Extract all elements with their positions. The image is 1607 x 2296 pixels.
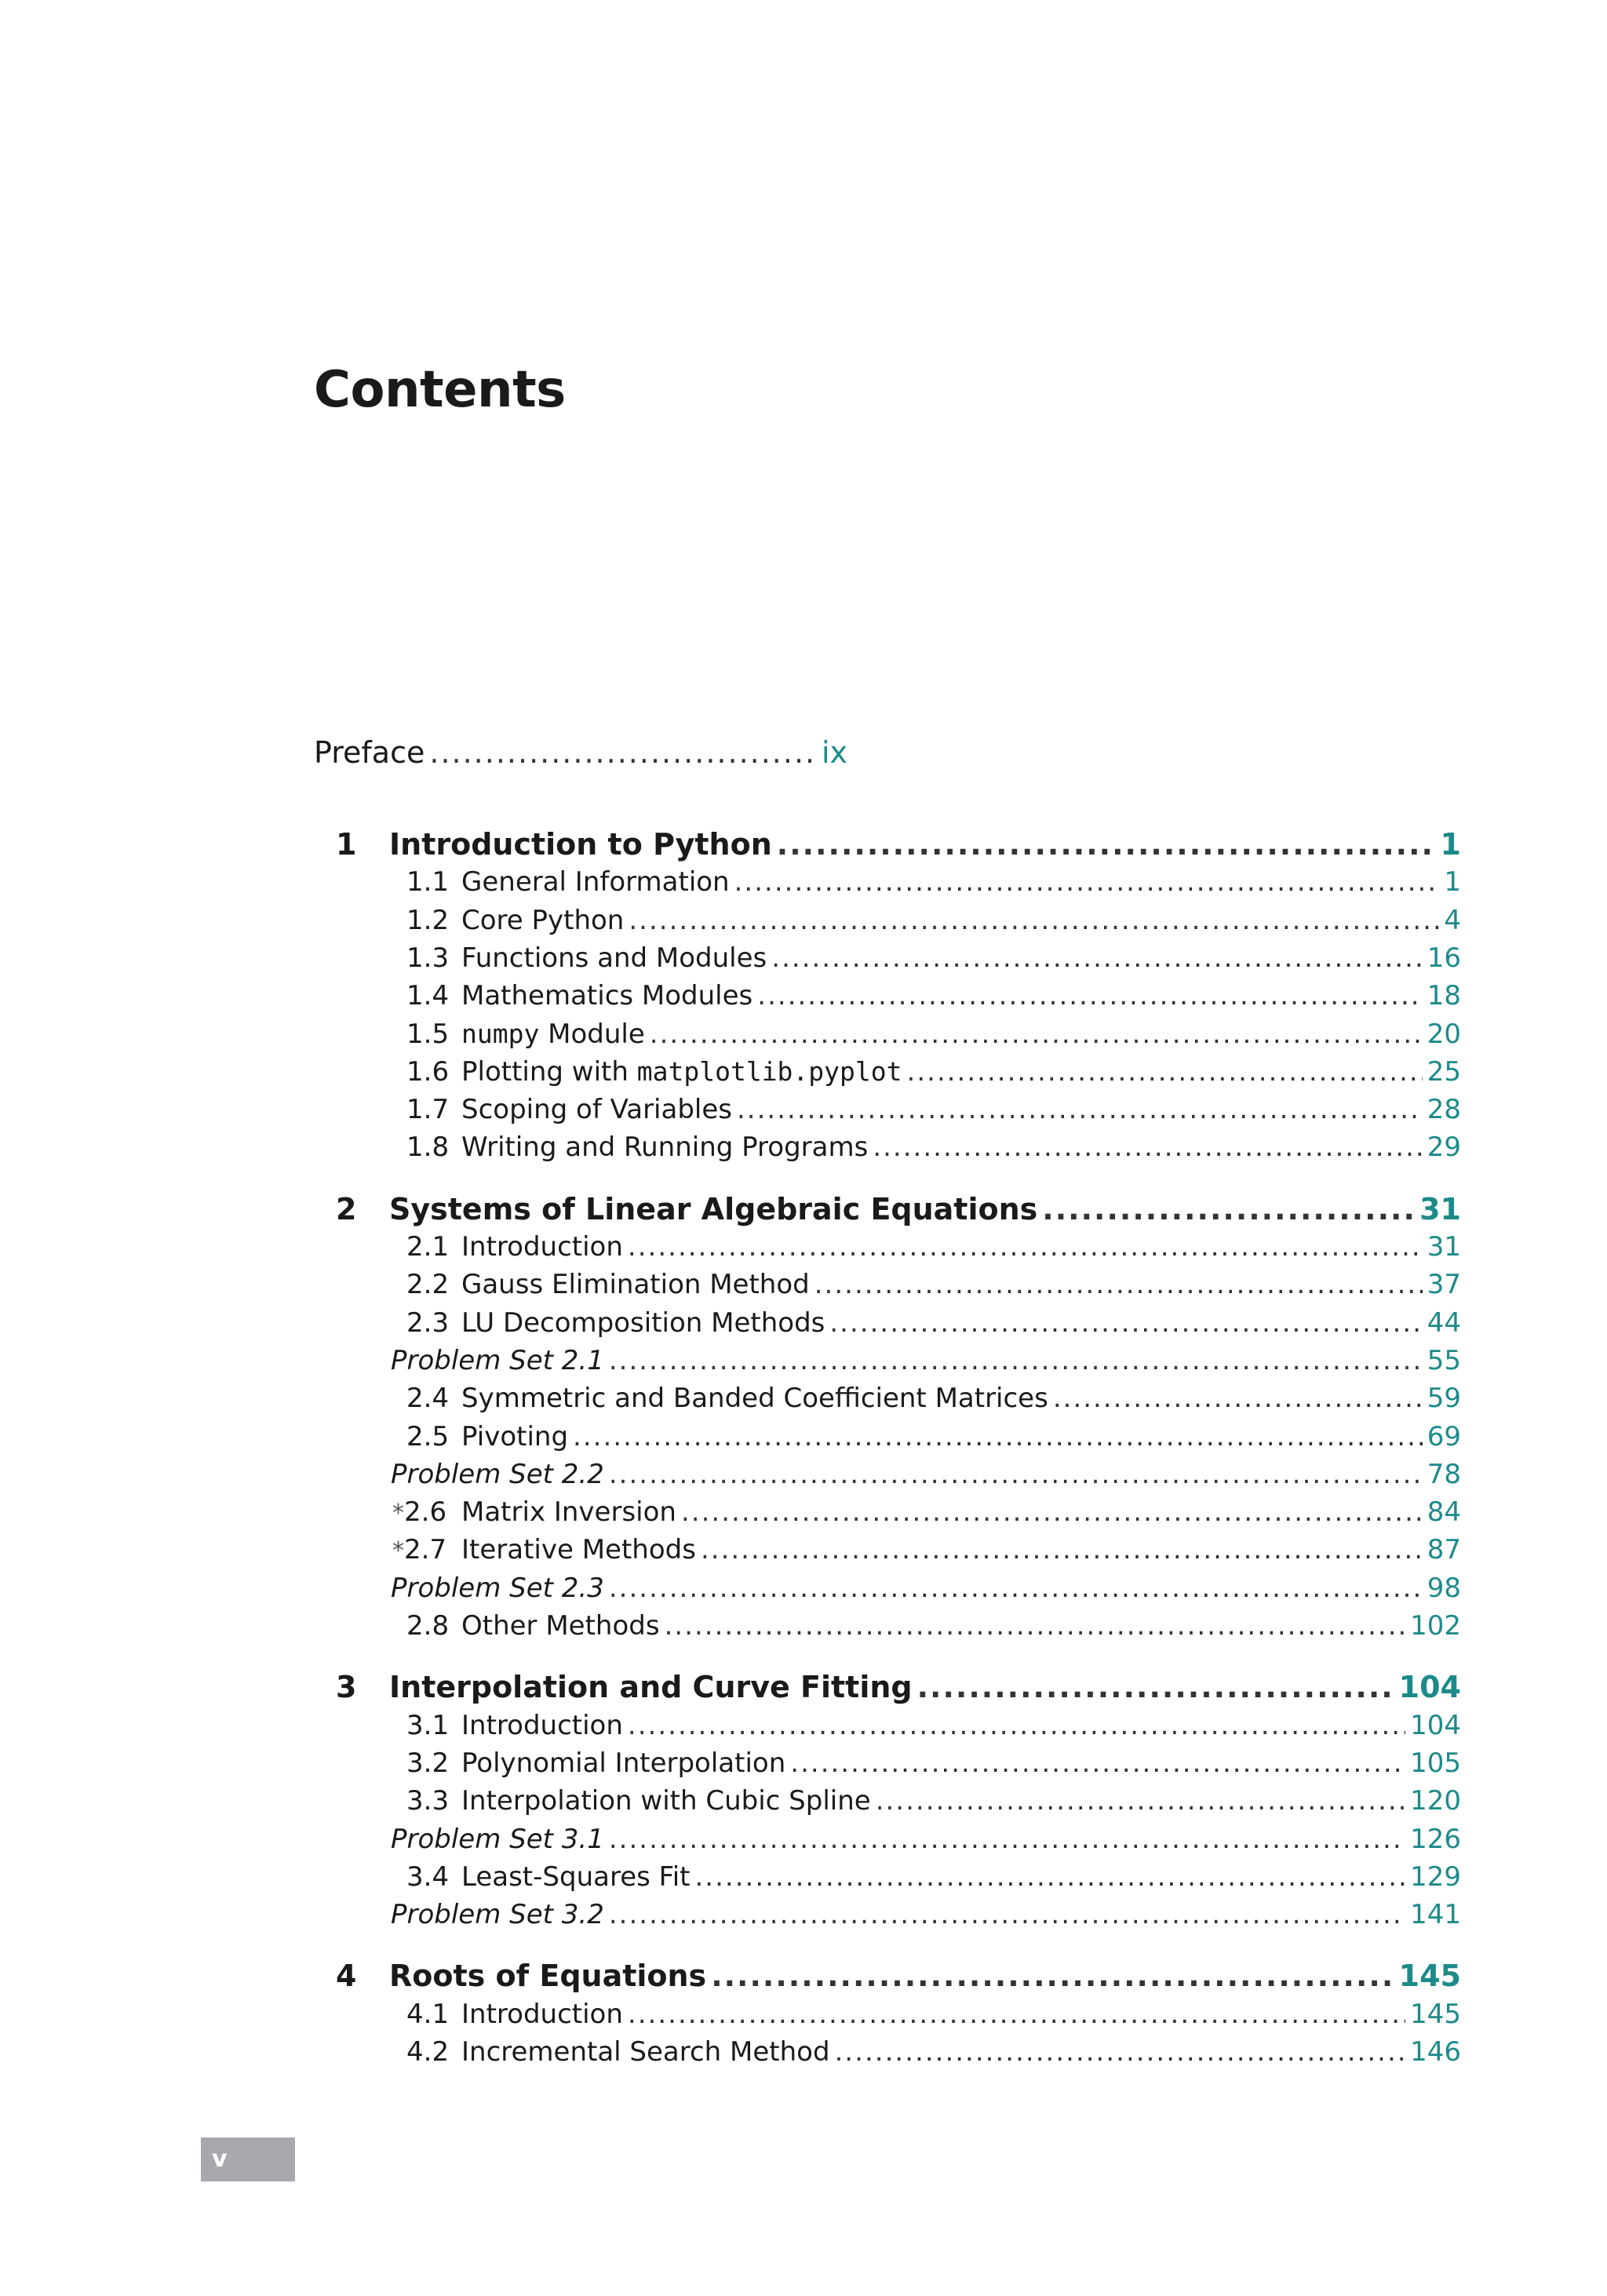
section-number: 4.1	[406, 1998, 450, 2030]
problem-set-title: Problem Set 2.3	[391, 1572, 604, 1604]
section-title	[461, 1379, 1048, 1417]
toc-problem-set[interactable]	[391, 1896, 1461, 1933]
page-ref[interactable]: 31	[1427, 1231, 1461, 1263]
section-title	[461, 1995, 623, 2033]
toc-chapter[interactable]	[336, 1668, 1461, 1706]
section-title-text: Functions and Modules	[461, 942, 767, 974]
section-title	[461, 1858, 691, 1896]
dot-leader	[771, 939, 1422, 977]
section-number-wrap	[406, 1858, 461, 1896]
dot-leader	[917, 1668, 1394, 1706]
section-title-text: Pivoting	[461, 1420, 569, 1452]
section-number-wrap	[406, 977, 461, 1015]
page-ref[interactable]: 129	[1410, 1860, 1461, 1893]
dot-leader	[609, 1896, 1405, 1933]
page-title: Contents	[314, 361, 566, 419]
chapter-title: Roots of Equations	[389, 1959, 707, 1994]
section-number-wrap	[406, 1053, 461, 1091]
toc-section[interactable]	[406, 1304, 1461, 1342]
section-title	[461, 1418, 568, 1456]
section-number-wrap	[392, 1493, 461, 1532]
section-title-text: Mathematics Modules	[461, 980, 753, 1012]
toc-section[interactable]	[406, 1418, 1461, 1456]
toc-section[interactable]	[406, 1379, 1461, 1417]
section-number-wrap	[406, 939, 461, 977]
section-title	[461, 977, 752, 1015]
dot-leader	[790, 1744, 1405, 1782]
section-number-wrap	[406, 902, 461, 939]
dot-leader	[609, 1820, 1405, 1858]
section-title	[461, 939, 767, 977]
dot-leader	[835, 2033, 1406, 2071]
toc-problem-set[interactable]	[391, 1569, 1461, 1607]
toc-section[interactable]	[406, 1744, 1461, 1782]
page-ref[interactable]: 78	[1427, 1458, 1461, 1490]
section-title-text: Gauss Elimination Method	[461, 1269, 810, 1301]
section-title-text: Plotting with	[461, 1055, 637, 1088]
section-number-wrap	[392, 1531, 461, 1570]
page-ref[interactable]: 29	[1427, 1132, 1461, 1164]
toc-section[interactable]	[406, 1858, 1461, 1896]
chapter-title: Introduction to Python	[389, 827, 772, 862]
section-title-text: Introduction	[461, 1231, 623, 1263]
dot-leader	[814, 1266, 1423, 1303]
section-title	[461, 863, 730, 901]
chapter-title: Systems of Linear Algebraic Equations	[389, 1191, 1038, 1226]
section-number: 1.6	[406, 1055, 450, 1088]
section-title-text: Symmetric and Banded Coefficient Matrices	[461, 1383, 1048, 1415]
page-ref[interactable]: 28	[1427, 1094, 1461, 1126]
section-title-text: Matrix Inversion	[461, 1496, 676, 1529]
section-title-text: Incremental Search Method	[461, 2036, 830, 2068]
toc-section[interactable]	[406, 1707, 1461, 1744]
dot-leader	[737, 1091, 1423, 1128]
section-title-text: Introduction	[461, 1998, 623, 2030]
section-number-wrap	[406, 2033, 461, 2071]
section-title-code: matplotlib.pyplot	[636, 1055, 902, 1087]
dot-leader	[609, 1456, 1423, 1493]
section-number: 2.4	[406, 1383, 450, 1415]
section-number-wrap	[406, 1266, 461, 1303]
page-ref[interactable]: 102	[1410, 1610, 1461, 1642]
section-number: 3.2	[406, 1747, 450, 1779]
page-ref[interactable]: 146	[1410, 2036, 1461, 2068]
section-number-wrap	[406, 1304, 461, 1342]
section-number-wrap	[406, 1782, 461, 1820]
page-ref[interactable]: 104	[1398, 1670, 1461, 1705]
page-ref[interactable]: 20	[1427, 1018, 1461, 1050]
section-number: 2.1	[406, 1231, 450, 1263]
page-ref[interactable]: 4	[1444, 904, 1461, 936]
section-number: 4.2	[406, 2036, 450, 2068]
page-ref[interactable]: 31	[1419, 1191, 1461, 1226]
section-title	[461, 1266, 810, 1303]
toc-section[interactable]	[406, 902, 1461, 939]
section-title	[461, 1493, 676, 1531]
page-ref[interactable]: 59	[1427, 1383, 1461, 1415]
toc-problem-set[interactable]	[391, 1456, 1461, 1493]
toc-section[interactable]	[406, 1266, 1461, 1303]
page-ref[interactable]: ix	[821, 735, 847, 770]
page-ref[interactable]: 1	[1444, 866, 1461, 898]
section-number: 2.5	[406, 1420, 450, 1452]
toc-section[interactable]	[406, 939, 1461, 977]
section-title	[461, 1607, 660, 1645]
problem-set-title: Problem Set 2.1	[391, 1344, 604, 1376]
section-number-wrap	[406, 863, 461, 901]
section-title-code: numpy	[461, 1018, 540, 1049]
toc-section[interactable]	[406, 1053, 1461, 1091]
toc-preface[interactable]	[314, 734, 847, 771]
section-number: 3.1	[406, 1709, 450, 1741]
chapter-number: 3	[336, 1670, 357, 1705]
page-ref[interactable]: 87	[1427, 1534, 1461, 1566]
toc-section[interactable]	[406, 1091, 1461, 1128]
section-number: 2.7	[404, 1534, 447, 1566]
dot-leader	[629, 902, 1439, 939]
dot-leader	[628, 1228, 1423, 1266]
dot-leader	[873, 1128, 1422, 1166]
page-ref[interactable]: 104	[1410, 1709, 1461, 1741]
page-ref[interactable]: 44	[1427, 1307, 1461, 1339]
page-ref[interactable]: 120	[1410, 1785, 1461, 1817]
section-title	[461, 1304, 825, 1342]
page-ref[interactable]: 141	[1410, 1899, 1461, 1931]
page-number-badge: v	[201, 2137, 295, 2181]
page-ref[interactable]: 69	[1427, 1420, 1461, 1452]
section-title-text: General Information	[461, 866, 730, 898]
toc-chapter[interactable]	[336, 1957, 1461, 1995]
chapter-number: 2	[336, 1191, 357, 1226]
section-number-wrap	[406, 1607, 461, 1645]
page-ref[interactable]: 1	[1440, 827, 1461, 862]
section-number-wrap	[406, 1228, 461, 1266]
toc-section[interactable]	[406, 1015, 1461, 1053]
toc-section[interactable]	[406, 863, 1461, 901]
section-title-text: Least-Squares Fit	[461, 1860, 691, 1893]
dot-leader	[573, 1418, 1423, 1456]
optional-marker: *	[392, 1537, 404, 1565]
toc-chapter[interactable]	[336, 1190, 1461, 1228]
page-ref[interactable]: 18	[1427, 980, 1461, 1012]
toc-section[interactable]	[406, 1782, 1461, 1820]
toc-section[interactable]	[406, 1995, 1461, 2033]
section-number: 1.8	[406, 1132, 450, 1164]
dot-leader	[777, 825, 1436, 863]
section-number: 3.4	[406, 1860, 450, 1893]
section-number-wrap	[406, 1995, 461, 2033]
section-title	[461, 2033, 830, 2071]
section-title	[461, 1707, 623, 1744]
toc-section[interactable]	[406, 1128, 1461, 1166]
page-ref[interactable]: 98	[1427, 1572, 1461, 1604]
section-title-text: Scoping of Variables	[461, 1094, 732, 1126]
section-title-text: Other Methods	[461, 1610, 660, 1642]
problem-set-title: Problem Set 2.2	[391, 1458, 604, 1490]
section-number: 1.5	[406, 1018, 450, 1050]
section-number-wrap	[406, 1128, 461, 1166]
dot-leader	[829, 1304, 1422, 1342]
section-number: 1.7	[406, 1094, 450, 1126]
page-ref[interactable]: 55	[1427, 1344, 1461, 1376]
page-ref[interactable]: 145	[1398, 1959, 1461, 1994]
section-title-text: Core Python	[461, 904, 625, 936]
chapter-number: 4	[336, 1959, 357, 1994]
page-ref[interactable]: 25	[1427, 1055, 1461, 1088]
dot-leader	[665, 1607, 1406, 1645]
dot-leader	[681, 1493, 1423, 1531]
section-title	[461, 1053, 902, 1091]
dot-leader	[1042, 1190, 1415, 1228]
toc-problem-set[interactable]	[391, 1342, 1461, 1379]
optional-marker: *	[392, 1500, 404, 1528]
section-title	[461, 1782, 871, 1820]
section-title-text: Polynomial Interpolation	[461, 1747, 786, 1779]
dot-leader	[695, 1858, 1406, 1896]
problem-set-title: Problem Set 3.1	[391, 1823, 604, 1855]
section-title	[461, 1228, 623, 1266]
page-ref[interactable]: 84	[1427, 1496, 1461, 1529]
page-ref[interactable]: 37	[1427, 1269, 1461, 1301]
section-number-wrap	[406, 1379, 461, 1417]
section-number: 1.2	[406, 904, 450, 936]
dot-leader	[609, 1342, 1423, 1379]
toc-section[interactable]	[392, 1493, 1461, 1531]
page-ref[interactable]: 105	[1410, 1747, 1461, 1779]
toc-chapter[interactable]	[336, 825, 1461, 863]
section-title	[461, 1015, 645, 1053]
section-number-wrap	[406, 1707, 461, 1744]
section-number: 1.3	[406, 942, 450, 974]
section-title	[461, 1128, 868, 1166]
preface-label: Preface	[314, 735, 425, 770]
toc-section[interactable]	[406, 1607, 1461, 1645]
section-number: 1.4	[406, 980, 450, 1012]
chapter-number: 1	[336, 827, 357, 862]
section-number-wrap	[406, 1418, 461, 1456]
dot-leader	[650, 1015, 1423, 1053]
chapter-title: Interpolation and Curve Fitting	[389, 1670, 913, 1705]
toc-section[interactable]	[406, 2033, 1461, 2071]
section-title	[461, 1531, 696, 1569]
section-title-text: Module	[539, 1018, 645, 1050]
section-number-wrap	[406, 1091, 461, 1128]
dot-leader	[628, 1995, 1405, 2033]
section-number-wrap	[406, 1015, 461, 1053]
dot-leader	[711, 1957, 1394, 1995]
dot-leader	[907, 1053, 1423, 1091]
dot-leader	[1053, 1379, 1423, 1417]
section-title	[461, 1744, 785, 1782]
dot-leader	[609, 1569, 1423, 1607]
dot-leader	[429, 734, 817, 771]
section-number: 2.8	[406, 1610, 450, 1642]
section-number: 2.2	[406, 1269, 450, 1301]
section-number: 2.3	[406, 1307, 450, 1339]
toc-section[interactable]	[406, 1228, 1461, 1266]
toc-section[interactable]	[406, 977, 1461, 1015]
problem-set-title: Problem Set 3.2	[391, 1899, 604, 1931]
section-title-text: LU Decomposition Methods	[461, 1307, 825, 1339]
toc-section[interactable]	[392, 1531, 1461, 1569]
section-title-text: Introduction	[461, 1709, 623, 1741]
dot-leader	[734, 863, 1440, 901]
section-number-wrap	[406, 1744, 461, 1782]
page-ref[interactable]: 145	[1410, 1998, 1461, 2030]
section-number: 1.1	[406, 866, 450, 898]
page-ref[interactable]: 126	[1410, 1823, 1461, 1855]
section-title	[461, 902, 624, 939]
page-ref[interactable]: 16	[1427, 942, 1461, 974]
dot-leader	[876, 1782, 1405, 1820]
dot-leader	[757, 977, 1422, 1015]
dot-leader	[701, 1531, 1423, 1569]
toc-problem-set[interactable]	[391, 1820, 1461, 1858]
section-title	[461, 1091, 732, 1128]
section-number: 3.3	[406, 1785, 450, 1817]
section-number: 2.6	[404, 1496, 447, 1529]
dot-leader	[628, 1707, 1405, 1744]
section-title-text: Interpolation with Cubic Spline	[461, 1785, 871, 1817]
section-title-text: Iterative Methods	[461, 1534, 696, 1566]
section-title-text: Writing and Running Programs	[461, 1132, 869, 1164]
